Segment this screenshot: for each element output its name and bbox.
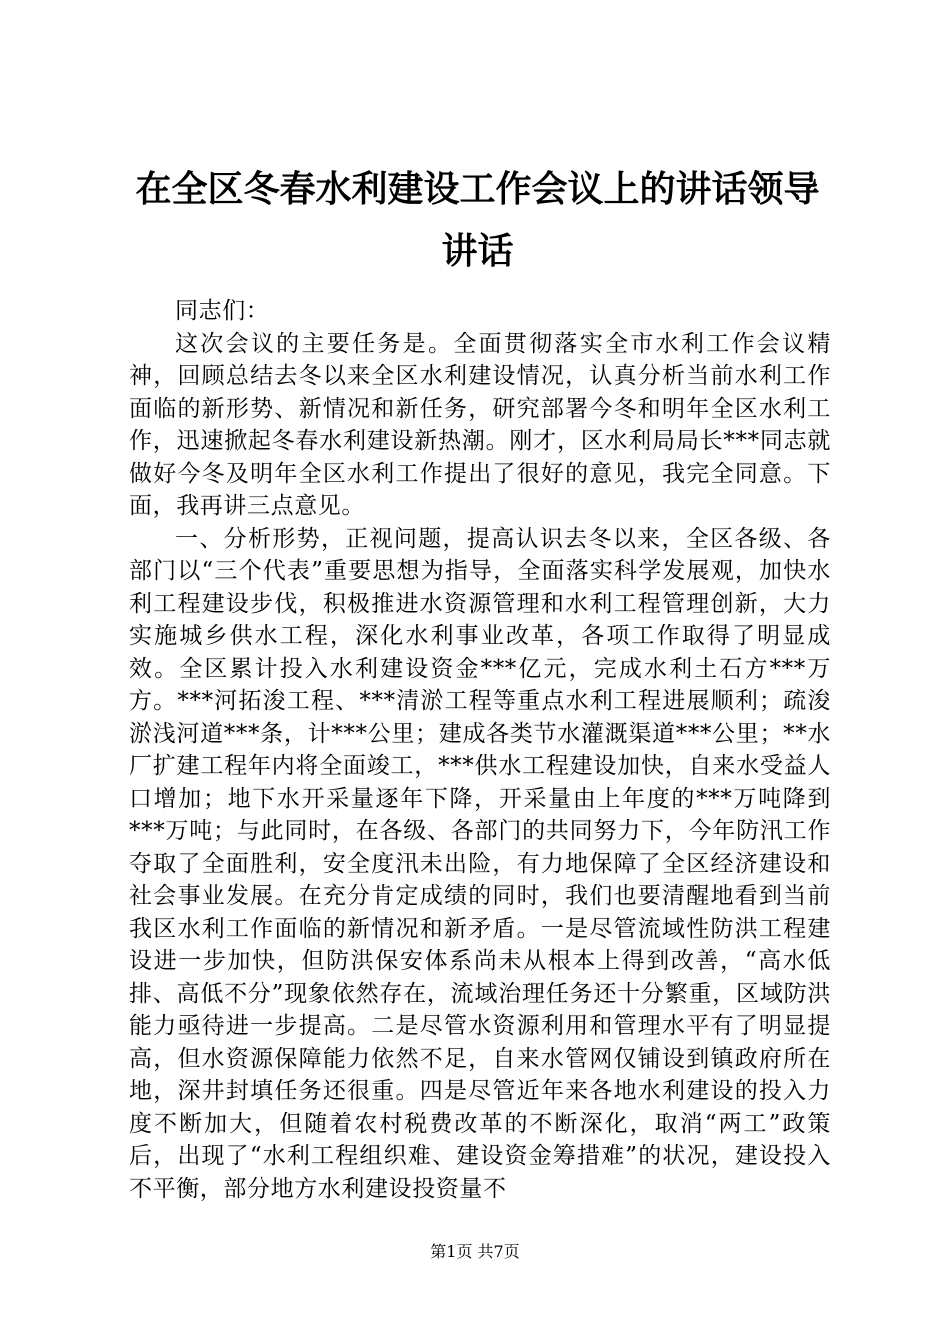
document-title: 在全区冬春水利建设工作会议上的讲话领导讲话	[135, 168, 820, 272]
paragraph-intro: 这次会议的主要任务是。全面贯彻落实全市水利工作会议精神，回顾总结去冬以来全区水利建设情况，认真分析当前水利工作面临的新形势、新情况和新任务，研究部署今冬和明年全区水利工作，迅速掀起冬春水利建设新热潮。刚才，区水利局局长***同志就做好今冬及明年全区水利工作提出了很好的意见，我完全同意。下面，我再讲三点意见。	[129, 330, 831, 519]
page-footer: 第1页 共7页	[430, 1242, 520, 1261]
paragraph-section-one: 一、分析形势，正视问题，提高认识去冬以来，全区各级、各部门以“三个代表”重要思想为指导，全面落实科学发展观，加快水利工程建设步伐，积极推进水资源管理和水利工程管理创新，大力实施城乡供水工程，深化水利事业改革，各项工作取得了明显成效。全区累计投入水利建设资金***亿元，完成水利土石方***万方。***河拓浚工程、***清淤工程等重点水利工程进展顺利；疏浚淤浅河道***条，计***公里；建成各类节水灌溉渠道***公里；**水厂扩建工程年内将全面竣工，***供水工程建设加快，自来水受益人口增加；地下水开采量逐年下降，开采量由上年度的***万吨降到***万吨；与此同时，在各级、各部门的共同努力下，今年防汛工作夺取了全面胜利，安全度汛未出险，有力地保障了全区经济建设和社会事业发展。在充分肯定成绩的同时，我们也要清醒地看到当前我区水利工作面临的新情况和新矛盾。一是尽管流域性防洪工程建设进一步加快，但防洪保安体系尚未从根本上得到改善，“高水低排、高低不分”现象依然存在，流域治理任务还十分繁重，区域防洪能力亟待进一步提高。二是尽管水资源利用和管理水平有了明显提高，但水资源保障能力依然不足，自来水管网仅铺设到镇政府所在地，深井封填任务还很重。四是尽管近年来各地水利建设的投入力度不断加大，但随着农村税费改革的不断深化，取消“两工”政策后，出现了“水利工程组织难、建设资金筹措难”的状况，建设投入不平衡，部分地方水利建设投资量不	[129, 525, 831, 1202]
document-body	[129, 295, 831, 1205]
salutation: 同志们：	[175, 298, 270, 324]
